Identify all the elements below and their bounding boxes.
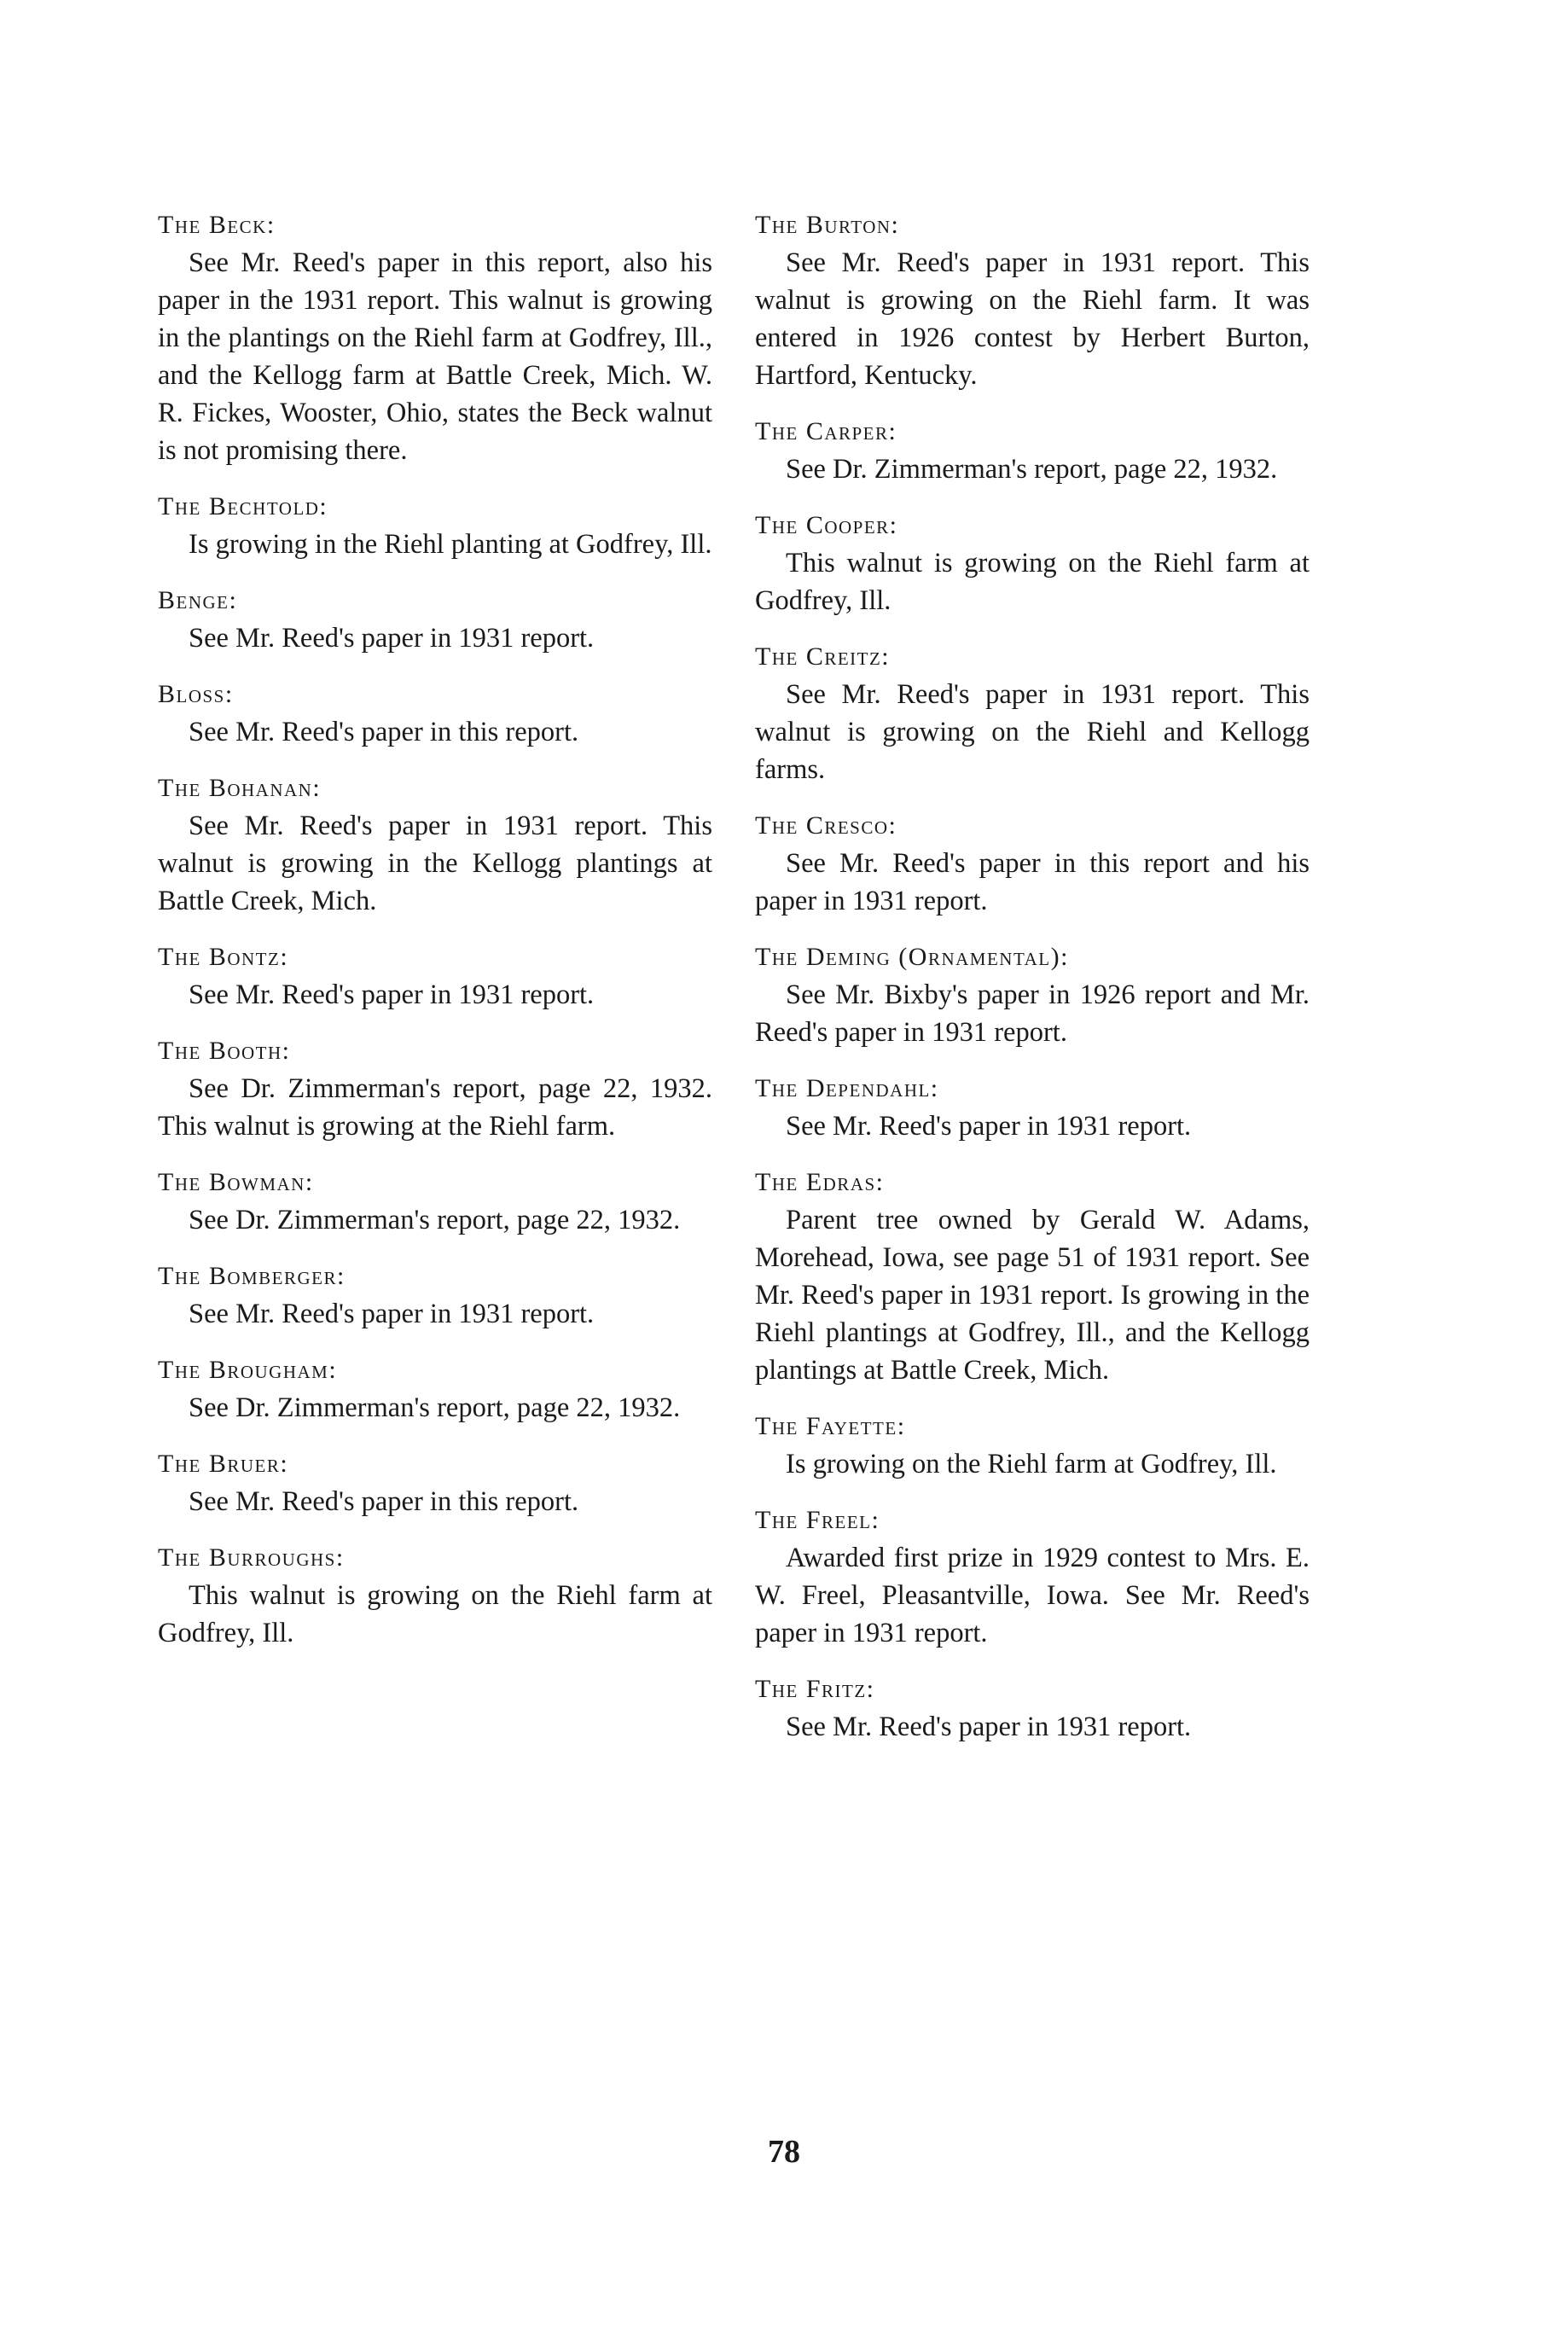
entry-booth bbox=[158, 1032, 712, 1145]
entry-heading: The Fritz: bbox=[755, 1675, 875, 1703]
entry-heading: The Cresco: bbox=[755, 811, 897, 840]
entry-heading: The Carper: bbox=[755, 417, 897, 445]
entry-heading: The Booth: bbox=[158, 1037, 291, 1065]
entry-text: See Mr. Reed's paper in 1931 report. bbox=[189, 979, 595, 1010]
entry-heading: Benge: bbox=[158, 586, 238, 614]
page-number: 78 bbox=[768, 2134, 800, 2170]
entry-bowman bbox=[158, 1164, 712, 1239]
entry-text: See Dr. Zimmerman's report, page 22, 1932. bbox=[189, 1392, 681, 1423]
entry-text: See Mr. Reed's paper in this report, also his paper in the 1931 report. This walnut is growing in the plantings on the Riehl farm at Godfrey, Ill., and the Kellogg farm at Battle Creek, Mich. W. R. Fickes, Wooster, Ohio, states the Beck walnut is not promising there. bbox=[158, 247, 712, 466]
entry-burroughs bbox=[158, 1539, 712, 1652]
entry-beck bbox=[158, 206, 712, 469]
entry-cresco bbox=[755, 807, 1310, 920]
entry-text: See Mr. Reed's paper in 1931 report. This walnut is growing on the Riehl and Kellogg farms. bbox=[755, 679, 1310, 785]
entry-text: See Mr. Reed's paper in this report. bbox=[189, 717, 579, 747]
entry-heading: The Creitz: bbox=[755, 642, 891, 671]
entry-deming bbox=[755, 939, 1310, 1051]
entry-fritz bbox=[755, 1671, 1310, 1746]
entry-heading: The Cooper: bbox=[755, 511, 898, 539]
entry-heading: The Freel: bbox=[755, 1506, 880, 1534]
entry-text: See Mr. Reed's paper in 1931 report. bbox=[189, 623, 595, 654]
entry-heading: Bloss: bbox=[158, 680, 234, 708]
entry-heading: The Bechtold: bbox=[158, 492, 328, 520]
entry-text: See Mr. Bixby's paper in 1926 report and Mr. Reed's paper in 1931 report. bbox=[755, 979, 1310, 1048]
entry-freel bbox=[755, 1502, 1310, 1652]
entry-bohanan bbox=[158, 770, 712, 920]
entry-edras bbox=[755, 1164, 1310, 1389]
entry-bomberger bbox=[158, 1258, 712, 1333]
entry-heading: The Brougham: bbox=[158, 1356, 338, 1384]
entry-dependahl bbox=[755, 1070, 1310, 1145]
entry-heading: The Bowman: bbox=[158, 1168, 314, 1196]
entry-heading: The Burton: bbox=[755, 211, 900, 239]
entry-bruer bbox=[158, 1445, 712, 1520]
entry-burton bbox=[755, 206, 1310, 394]
entry-text: See Mr. Reed's paper in 1931 report. bbox=[786, 1712, 1192, 1742]
entry-text: Is growing on the Riehl farm at Godfrey, Ill. bbox=[786, 1449, 1277, 1479]
entry-text: Parent tree owned by Gerald W. Adams, Morehead, Iowa, see page 51 of 1931 report. See Mr. Reed's paper in 1931 report. Is growing in the Riehl plantings at Godfrey, Ill., and the Kellogg plantings at Battle Creek, Mich. bbox=[755, 1205, 1310, 1386]
entry-heading: The Bomberger: bbox=[158, 1262, 346, 1290]
entry-heading: The Dependahl: bbox=[755, 1074, 939, 1102]
entry-brougham bbox=[158, 1351, 712, 1427]
entry-heading: The Fayette: bbox=[755, 1412, 906, 1440]
entry-text: This walnut is growing on the Riehl farm at Godfrey, Ill. bbox=[158, 1580, 712, 1648]
entry-fayette bbox=[755, 1408, 1310, 1483]
entry-bloss bbox=[158, 676, 712, 751]
entry-carper bbox=[755, 413, 1310, 488]
entry-text: See Mr. Reed's paper in 1931 report. This walnut is growing in the Kellogg plantings at Battle Creek, Mich. bbox=[158, 811, 712, 916]
entry-text: See Mr. Reed's paper in 1931 report. bbox=[189, 1299, 595, 1329]
entry-text: See Dr. Zimmerman's report, page 22, 1932. bbox=[786, 454, 1278, 485]
entry-heading: The Bontz: bbox=[158, 943, 289, 971]
entry-heading: The Beck: bbox=[158, 211, 276, 239]
entry-text: Is growing in the Riehl planting at Godfrey, Ill. bbox=[189, 529, 712, 560]
entry-bechtold bbox=[158, 488, 712, 563]
entry-heading: The Bohanan: bbox=[158, 774, 322, 802]
entry-heading: The Edras: bbox=[755, 1168, 885, 1196]
entry-text: See Mr. Reed's paper in 1931 report. This walnut is growing on the Riehl farm. It was entered in 1926 contest by Herbert Burton, Hartford, Kentucky. bbox=[755, 247, 1310, 391]
entry-bontz bbox=[158, 939, 712, 1014]
entry-text: See Mr. Reed's paper in this report and his paper in 1931 report. bbox=[755, 848, 1310, 916]
entry-text: Awarded first prize in 1929 contest to Mrs. E. W. Freel, Pleasantville, Iowa. See Mr. Reed's paper in 1931 report. bbox=[755, 1543, 1310, 1648]
entry-benge bbox=[158, 582, 712, 657]
entry-cooper bbox=[755, 507, 1310, 619]
entry-heading: The Burroughs: bbox=[158, 1543, 345, 1572]
entry-heading: The Deming (Ornamental): bbox=[755, 943, 1069, 971]
entry-heading: The Bruer: bbox=[158, 1450, 289, 1478]
entry-creitz bbox=[755, 638, 1310, 788]
entry-text: See Mr. Reed's paper in 1931 report. bbox=[786, 1111, 1192, 1142]
entry-text: See Dr. Zimmerman's report, page 22, 1932. bbox=[189, 1205, 681, 1235]
entry-text: See Mr. Reed's paper in this report. bbox=[189, 1486, 579, 1517]
right-column bbox=[755, 206, 1310, 1764]
entry-text: See Dr. Zimmerman's report, page 22, 1932. This walnut is growing at the Riehl farm. bbox=[158, 1073, 712, 1142]
left-column bbox=[158, 206, 712, 1671]
entry-text: This walnut is growing on the Riehl farm at Godfrey, Ill. bbox=[755, 548, 1310, 616]
